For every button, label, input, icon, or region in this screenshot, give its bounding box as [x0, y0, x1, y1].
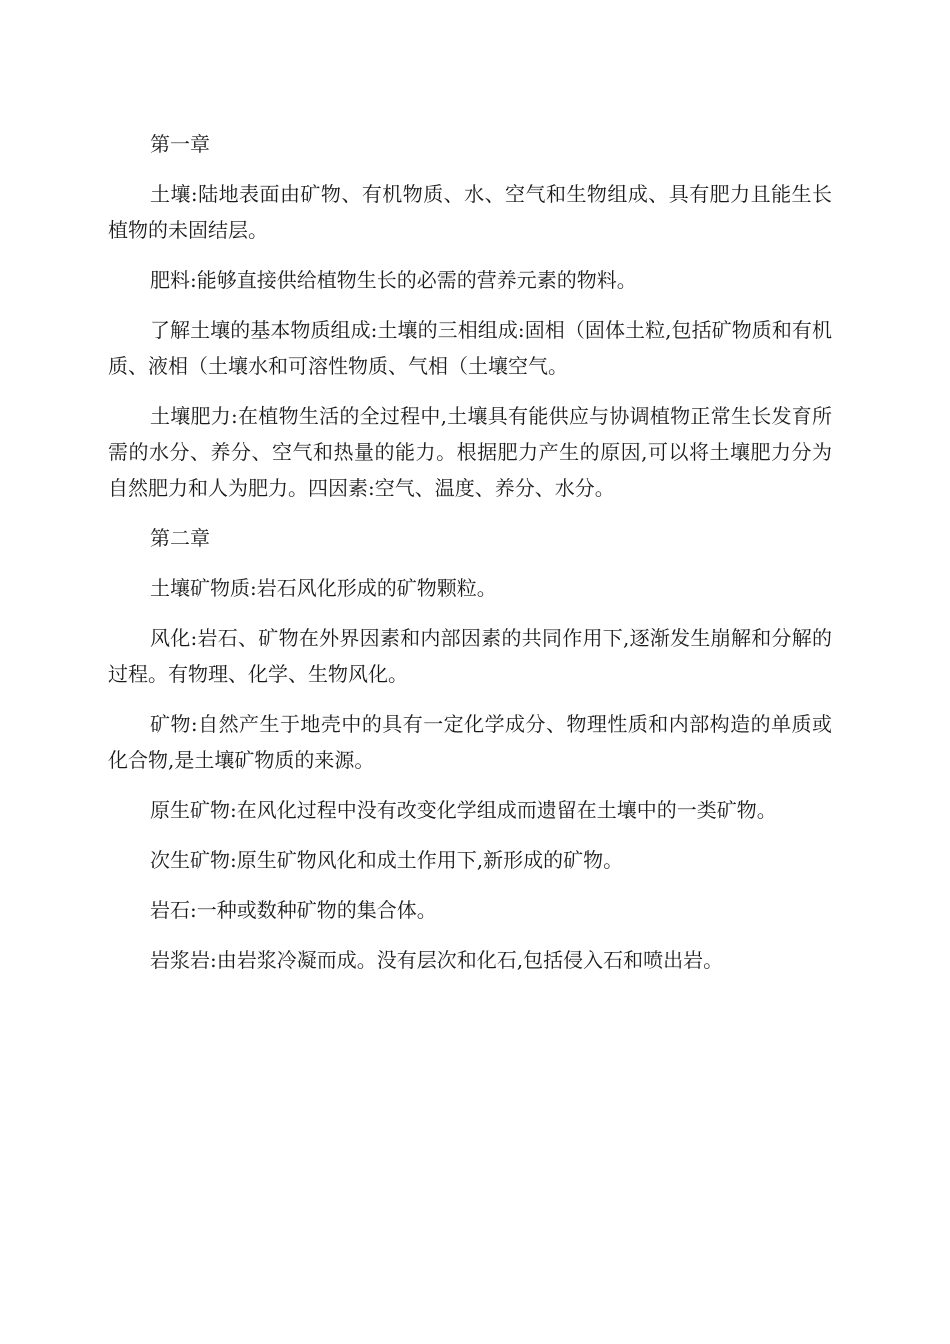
definition-paragraph: 了解土壤的基本物质组成:土壤的三相组成:固相（固体土粒,包括矿物质和有机质、液相（土壤水和可溶性物质、气相（土壤空气。	[108, 318, 832, 378]
definition-paragraph: 次生矿物:原生矿物风化和成土作用下,新形成的矿物。	[150, 848, 624, 872]
chapter-heading: 第二章	[150, 526, 210, 550]
definition-paragraph: 矿物:自然产生于地壳中的具有一定化学成分、物理性质和内部构造的单质或化合物,是土壤矿物质的来源。	[108, 712, 832, 772]
definition-paragraph: 原生矿物:在风化过程中没有改变化学组成而遗留在土壤中的一类矿物。	[150, 798, 777, 822]
definition-paragraph: 土壤肥力:在植物生活的全过程中,土壤具有能供应与协调植物正常生长发育所需的水分、养分、空气和热量的能力。根据肥力产生的原因,可以将土壤肥力分为自然肥力和人为肥力。四因素:空气、温度、养分、水分。	[108, 404, 832, 500]
definition-paragraph: 岩石:一种或数种矿物的集合体。	[150, 898, 437, 922]
definition-paragraph: 岩浆岩:由岩浆冷凝而成。没有层次和化石,包括侵入石和喷出岩。	[150, 948, 724, 972]
document-page	[108, 126, 832, 992]
definition-paragraph: 土壤:陆地表面由矿物、有机物质、水、空气和生物组成、具有肥力且能生长植物的未固结层。	[108, 182, 832, 242]
chapter-heading: 第一章	[150, 132, 210, 156]
definition-paragraph: 土壤矿物质:岩石风化形成的矿物颗粒。	[150, 576, 497, 600]
definition-paragraph: 风化:岩石、矿物在外界因素和内部因素的共同作用下,逐渐发生崩解和分解的过程。有物理、化学、生物风化。	[108, 626, 832, 686]
definition-paragraph: 肥料:能够直接供给植物生长的必需的营养元素的物料。	[150, 268, 637, 292]
